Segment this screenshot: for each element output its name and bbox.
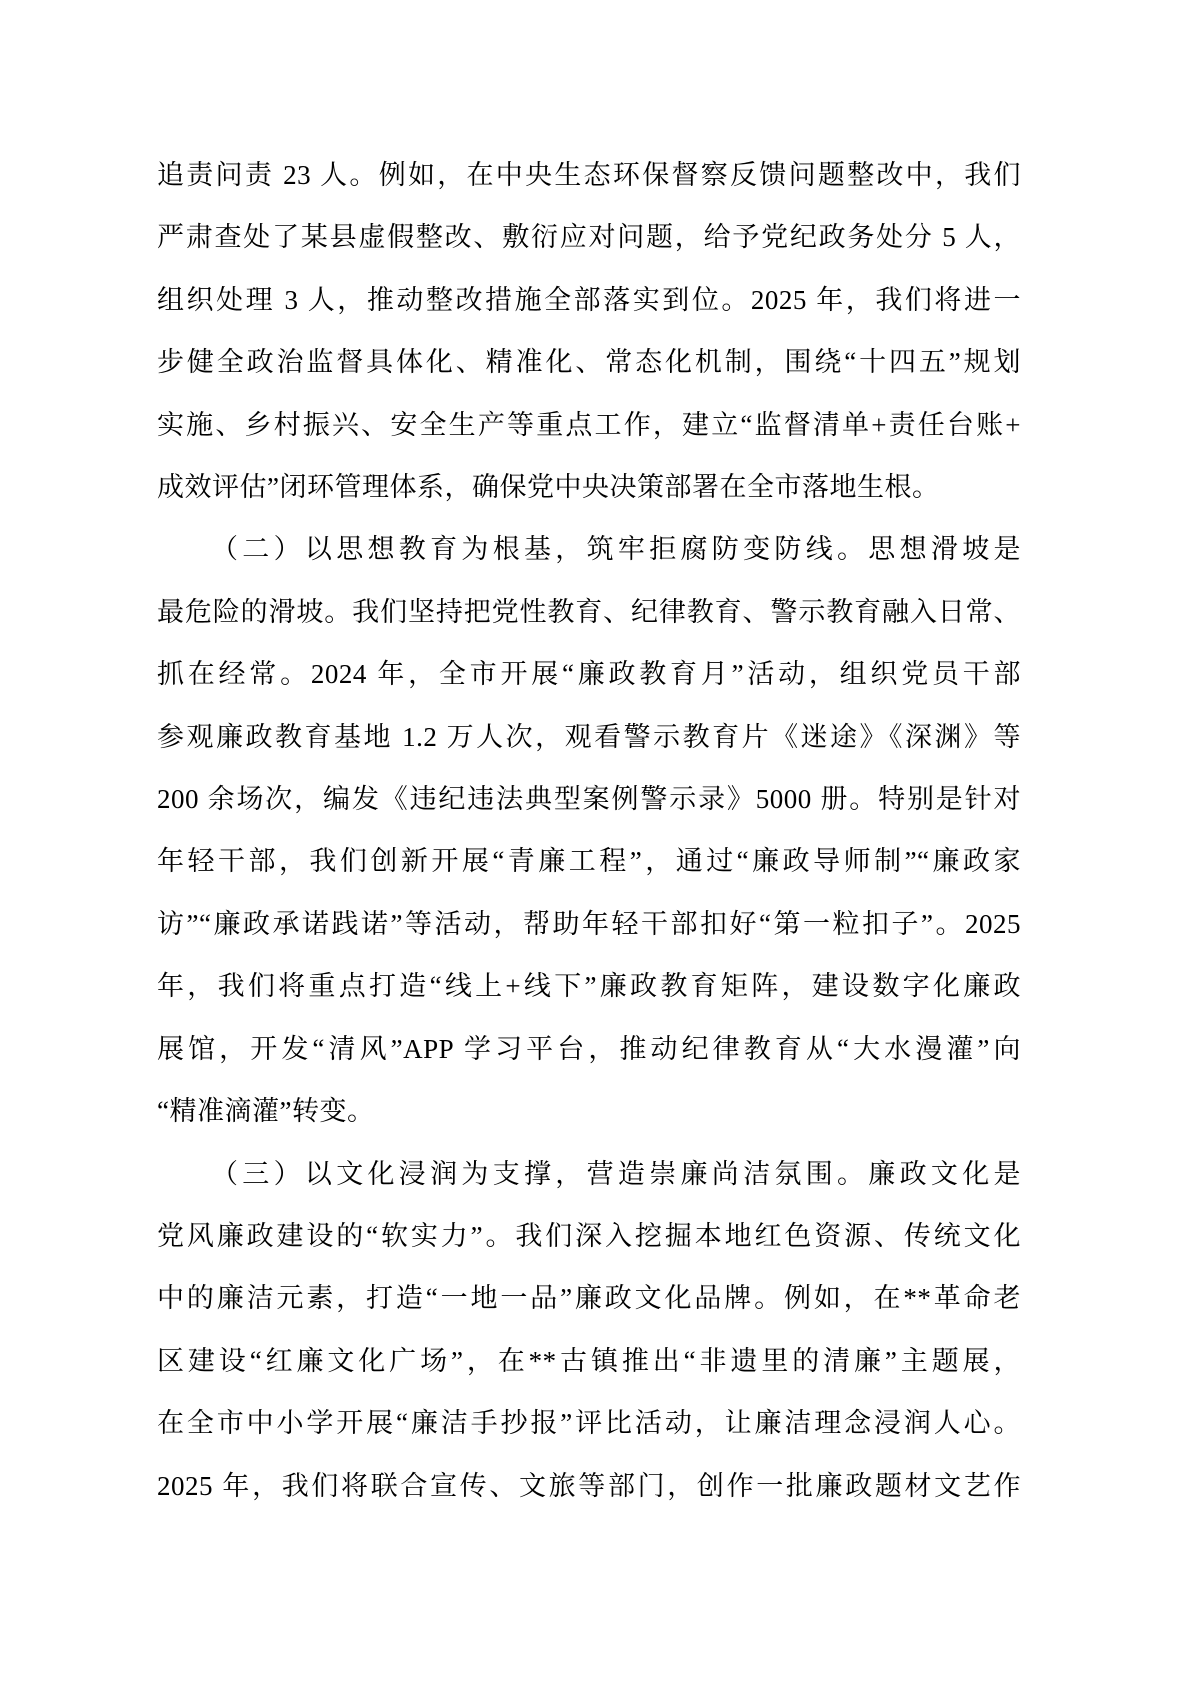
text-line: 2025 年，我们将联合宣传、文旅等部门，创作一批廉政题材文艺作 — [157, 1470, 1021, 1501]
text-line: 实施、乡村振兴、安全生产等重点工作，建立“监督清单+责任台账+ — [157, 409, 1021, 440]
text-line: 区建设“红廉文化广场”，在**古镇推出“非遗里的清廉”主题展， — [157, 1345, 1021, 1376]
text-line: 访”“廉政承诺践诺”等活动，帮助年轻干部扣好“第一粒扣子”。2025 — [157, 908, 1021, 939]
text-line: 200 余场次，编发《违纪违法典型案例警示录》5000 册。特别是针对 — [157, 784, 1021, 815]
text-line: 追责问责 23 人。例如，在中央生态环保督察反馈问题整改中，我们 — [157, 160, 1021, 190]
text-line: 在全市中小学开展“廉洁手抄报”评比活动，让廉洁理念浸润人心。 — [157, 1408, 1021, 1439]
text-line: （三）以文化浸润为支撑，营造崇廉尚洁氛围。廉政文化是 — [211, 1158, 1021, 1189]
text-line: 组织处理 3 人，推动整改措施全部落实到位。2025 年，我们将进一 — [157, 284, 1021, 315]
text-line: 抓在经常。2024 年，全市开展“廉政教育月”活动，组织党员干部 — [157, 659, 1021, 690]
text-line: 严肃查处了某县虚假整改、敷衍应对问题，给予党纪政务处分 5 人， — [157, 222, 1021, 253]
text-line: 年轻干部，我们创新开展“青廉工程”，通过“廉政导师制”“廉政家 — [157, 846, 1021, 877]
text-line: 中的廉洁元素，打造“一地一品”廉政文化品牌。例如，在**革命老 — [157, 1283, 1021, 1314]
text-line: 成效评估”闭环管理体系，确保党中央决策部署在全市落地生根。 — [157, 472, 940, 503]
text-line: 最危险的滑坡。我们坚持把党性教育、纪律教育、警示教育融入日常、 — [157, 596, 1021, 627]
text-line: 参观廉政教育基地 1.2 万人次，观看警示教育片《迷途》《深渊》等 — [157, 721, 1021, 752]
document-body — [157, 144, 1021, 1517]
text-line: 展馆，开发“清风”APP 学习平台，推动纪律教育从“大水漫灌”向 — [157, 1033, 1021, 1064]
text-line: 党风廉政建设的“软实力”。我们深入挖掘本地红色资源、传统文化 — [157, 1220, 1021, 1251]
text-line: “精准滴灌”转变。 — [157, 1096, 375, 1127]
text-line: 步健全政治监督具体化、精准化、常态化机制，围绕“十四五”规划 — [157, 347, 1021, 378]
text-line: （二）以思想教育为根基，筑牢拒腐防变防线。思想滑坡是 — [211, 534, 1021, 565]
text-line: 年，我们将重点打造“线上+线下”廉政教育矩阵，建设数字化廉政 — [157, 971, 1021, 1002]
